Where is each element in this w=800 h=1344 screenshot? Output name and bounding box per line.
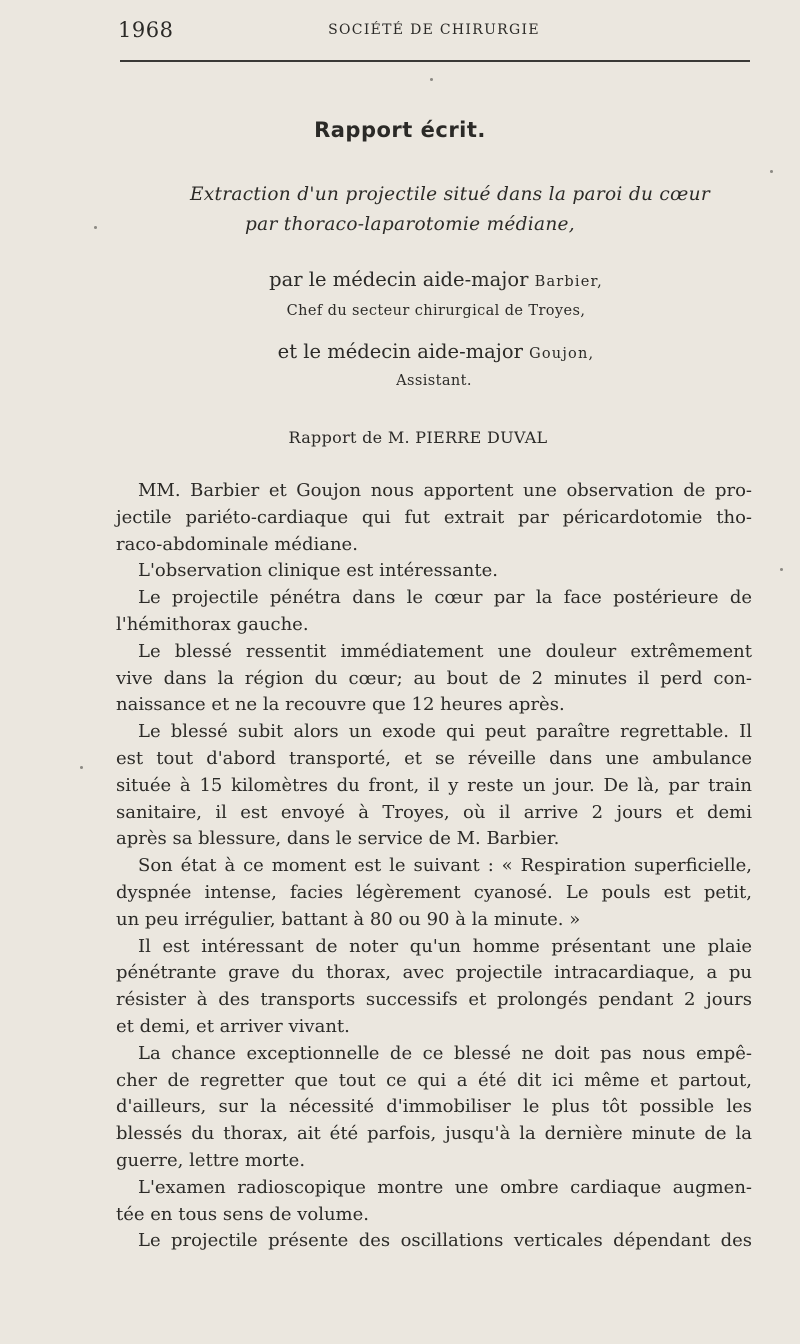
print-speck <box>770 170 773 173</box>
author-prefix: et le médecin aide-major <box>277 340 530 363</box>
body-line: guerre, lettre morte. <box>116 1149 306 1171</box>
body-line: jectile pariéto-cardiaque qui fut extrait par péricardotomie tho- <box>116 506 752 528</box>
body-line: L'examen radioscopique montre une ombre cardiaque augmen- <box>138 1176 752 1198</box>
author-name: Barbier, <box>534 274 603 290</box>
print-speck <box>94 226 97 229</box>
body-line: d'ailleurs, sur la nécessité d'immobiliser le plus tôt possible les <box>116 1096 752 1118</box>
print-speck <box>780 568 783 571</box>
section-title: Rapport écrit. <box>314 118 486 142</box>
body-line: Le projectile présente des oscillations verticales dépendant des <box>138 1230 752 1252</box>
body-line: après sa blessure, dans le service de M. Barbier. <box>116 828 560 850</box>
author-affiliation: Assistant. <box>396 373 472 389</box>
body-line: MM. Barbier et Goujon nous apportent une observation de pro- <box>138 480 752 501</box>
body-line: blessés du thorax, ait été parfois, jusqu'à la dernière minute de la <box>116 1123 752 1145</box>
body-line: l'hémithorax gauche. <box>116 613 309 635</box>
rapporteur-line: Rapport de M. PIERRE DUVAL <box>288 428 548 447</box>
body-text <box>116 478 752 1255</box>
page-number: 1968 <box>118 18 174 42</box>
print-speck <box>80 766 83 769</box>
running-head <box>118 16 750 46</box>
print-speck <box>430 78 433 81</box>
subtitle-line: par thoraco-laparotomie médiane, <box>245 214 575 235</box>
body-line: tée en tous sens de volume. <box>116 1203 369 1225</box>
author-prefix: par le médecin aide-major <box>269 268 535 291</box>
author-line <box>36 268 800 291</box>
author-name: Goujon, <box>529 346 595 362</box>
body-line: dyspnée intense, facies légèrement cyanosé. Le pouls est petit, <box>116 881 752 903</box>
author-affiliation: Chef du secteur chirurgical de Troyes, <box>286 303 586 319</box>
body-line: vive dans la région du cœur; au bout de 2 minutes il perd con- <box>116 667 752 689</box>
subtitle-line: Extraction d'un projectile situé dans la paroi du cœur <box>190 184 710 205</box>
body-line: Le projectile pénétra dans le cœur par la face postérieure de <box>138 587 752 609</box>
running-title: SOCIÉTÉ DE CHIRURGIE <box>328 22 540 38</box>
body-line: L'observation clinique est intéressante. <box>138 560 498 582</box>
body-line: cher de regretter que tout ce qui a été dit ici même et partout, <box>116 1069 752 1091</box>
body-line: naissance et ne la recouvre que 12 heures après. <box>116 694 565 716</box>
body-line: Il est intéressant de noter qu'un homme présentant une plaie <box>138 935 752 957</box>
body-line: Son état à ce moment est le suivant : « Respiration superficielle, <box>138 855 752 877</box>
header-rule <box>120 60 750 62</box>
body-line: La chance exceptionnelle de ce blessé ne doit pas nous empê- <box>138 1042 752 1064</box>
author-line <box>36 340 800 363</box>
body-line: et demi, et arriver vivant. <box>116 1015 350 1037</box>
body-line: Le blessé subit alors un exode qui peut paraître regrettable. Il <box>138 721 752 743</box>
body-line: est tout d'abord transporté, et se réveille dans une ambulance <box>116 747 752 769</box>
body-line: résister à des transports successifs et prolongés pendant 2 jours <box>116 989 752 1011</box>
body-line: située à 15 kilomètres du front, il y reste un jour. De là, par train <box>116 774 752 796</box>
body-line: sanitaire, il est envoyé à Troyes, où il arrive 2 jours et demi <box>116 801 752 823</box>
body-line: un peu irrégulier, battant à 80 ou 90 à la minute. » <box>116 908 581 930</box>
body-line: pénétrante grave du thorax, avec projectile intracardiaque, a pu <box>116 962 752 984</box>
body-line: Le blessé ressentit immédiatement une douleur extrêmement <box>138 640 752 662</box>
body-line: raco-abdominale médiane. <box>116 533 358 555</box>
